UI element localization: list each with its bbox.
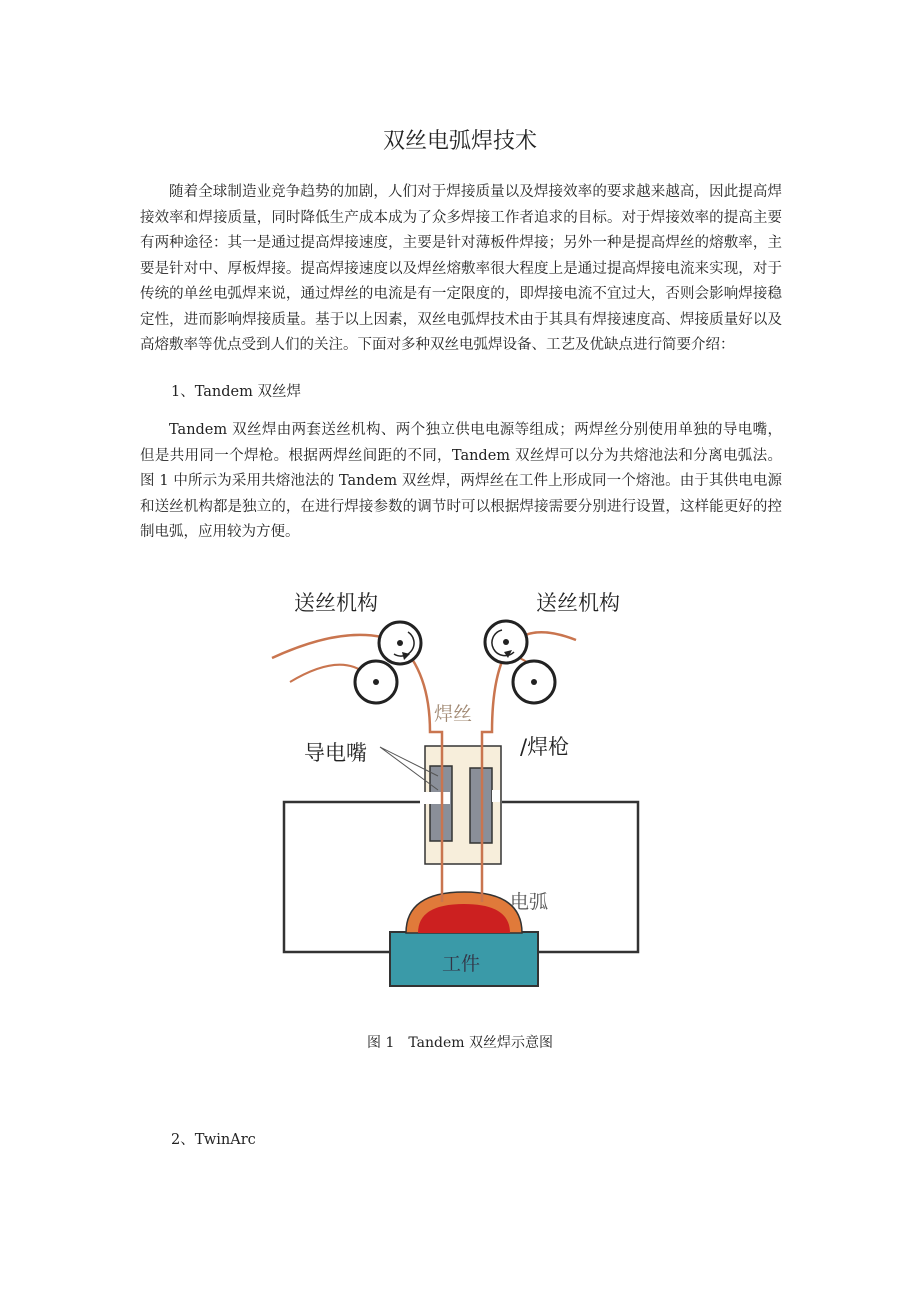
label-torch: /焊枪: [520, 735, 570, 759]
document-title: 双丝电弧焊技术: [382, 129, 537, 154]
figure-caption: 图 1 Tandem 双丝焊示意图: [367, 1035, 553, 1051]
section-2-heading: 2、TwinArc: [171, 1132, 256, 1148]
roller-right-top: [485, 621, 527, 663]
label-feeder-left: 送丝机构: [294, 591, 378, 615]
label-arc: 电弧: [510, 891, 549, 913]
roller-left-bottom: [355, 661, 397, 703]
roller-left-top: [379, 622, 421, 664]
section-1-heading: 1、Tandem 双丝焊: [171, 384, 301, 400]
section-1-paragraph: Tandem 双丝焊由两套送丝机构、两个独立供电电源等组成；两焊丝分别使用单独的导电嘴，但是共用同一个焊枪。根据两焊丝间距的不同，Tandem 双丝焊可以分为共熔池法和分离电弧法。图 1 中所示为采用共熔池法的 Tandem 双丝焊，两焊丝在工件上形成同一个熔池。由于其供电电源和送丝机构都是独立的，在进行焊接参数的调节时可以根据焊接需要分别进行设置，这样能更好的控制电弧，应用较为方便。: [140, 422, 782, 540]
roller-right-bottom: [513, 661, 555, 703]
intro-paragraph: 随着全球制造业竞争趋势的加剧，人们对于焊接质量以及焊接效率的要求越来越高，因此提高焊接效率和焊接质量，同时降低生产成本成为了众多焊接工作者追求的目标。对于焊接效率的提高主要有两种途径：其一是通过提高焊接速度，主要是针对薄板件焊接；另外一种是提高焊丝的熔敷率，主要是针对中、厚板焊接。提高焊接速度以及焊丝熔敷率很大程度上是通过提高焊接电流来实现，对于传统的单丝电弧焊来说，通过焊丝的电流是有一定限度的，即焊接电流不宜过大，否则会影响焊接稳定性，进而影响焊接质量。基于以上因素，双丝电弧焊技术由于其具有焊接速度高、焊接质量好以及高熔敷率等优点受到人们的关注。下面对多种双丝电弧焊设备、工艺及优缺点进行简要介绍：: [140, 184, 782, 353]
label-feeder-right: 送丝机构: [536, 591, 620, 615]
label-wire: 焊丝: [434, 703, 473, 725]
label-workpiece: 工件: [442, 953, 481, 975]
torch-gap-right: [492, 790, 500, 802]
label-contact-tip: 导电嘴: [304, 741, 367, 765]
torch-gap-left: [420, 792, 450, 804]
tandem-welding-diagram: [270, 582, 650, 992]
